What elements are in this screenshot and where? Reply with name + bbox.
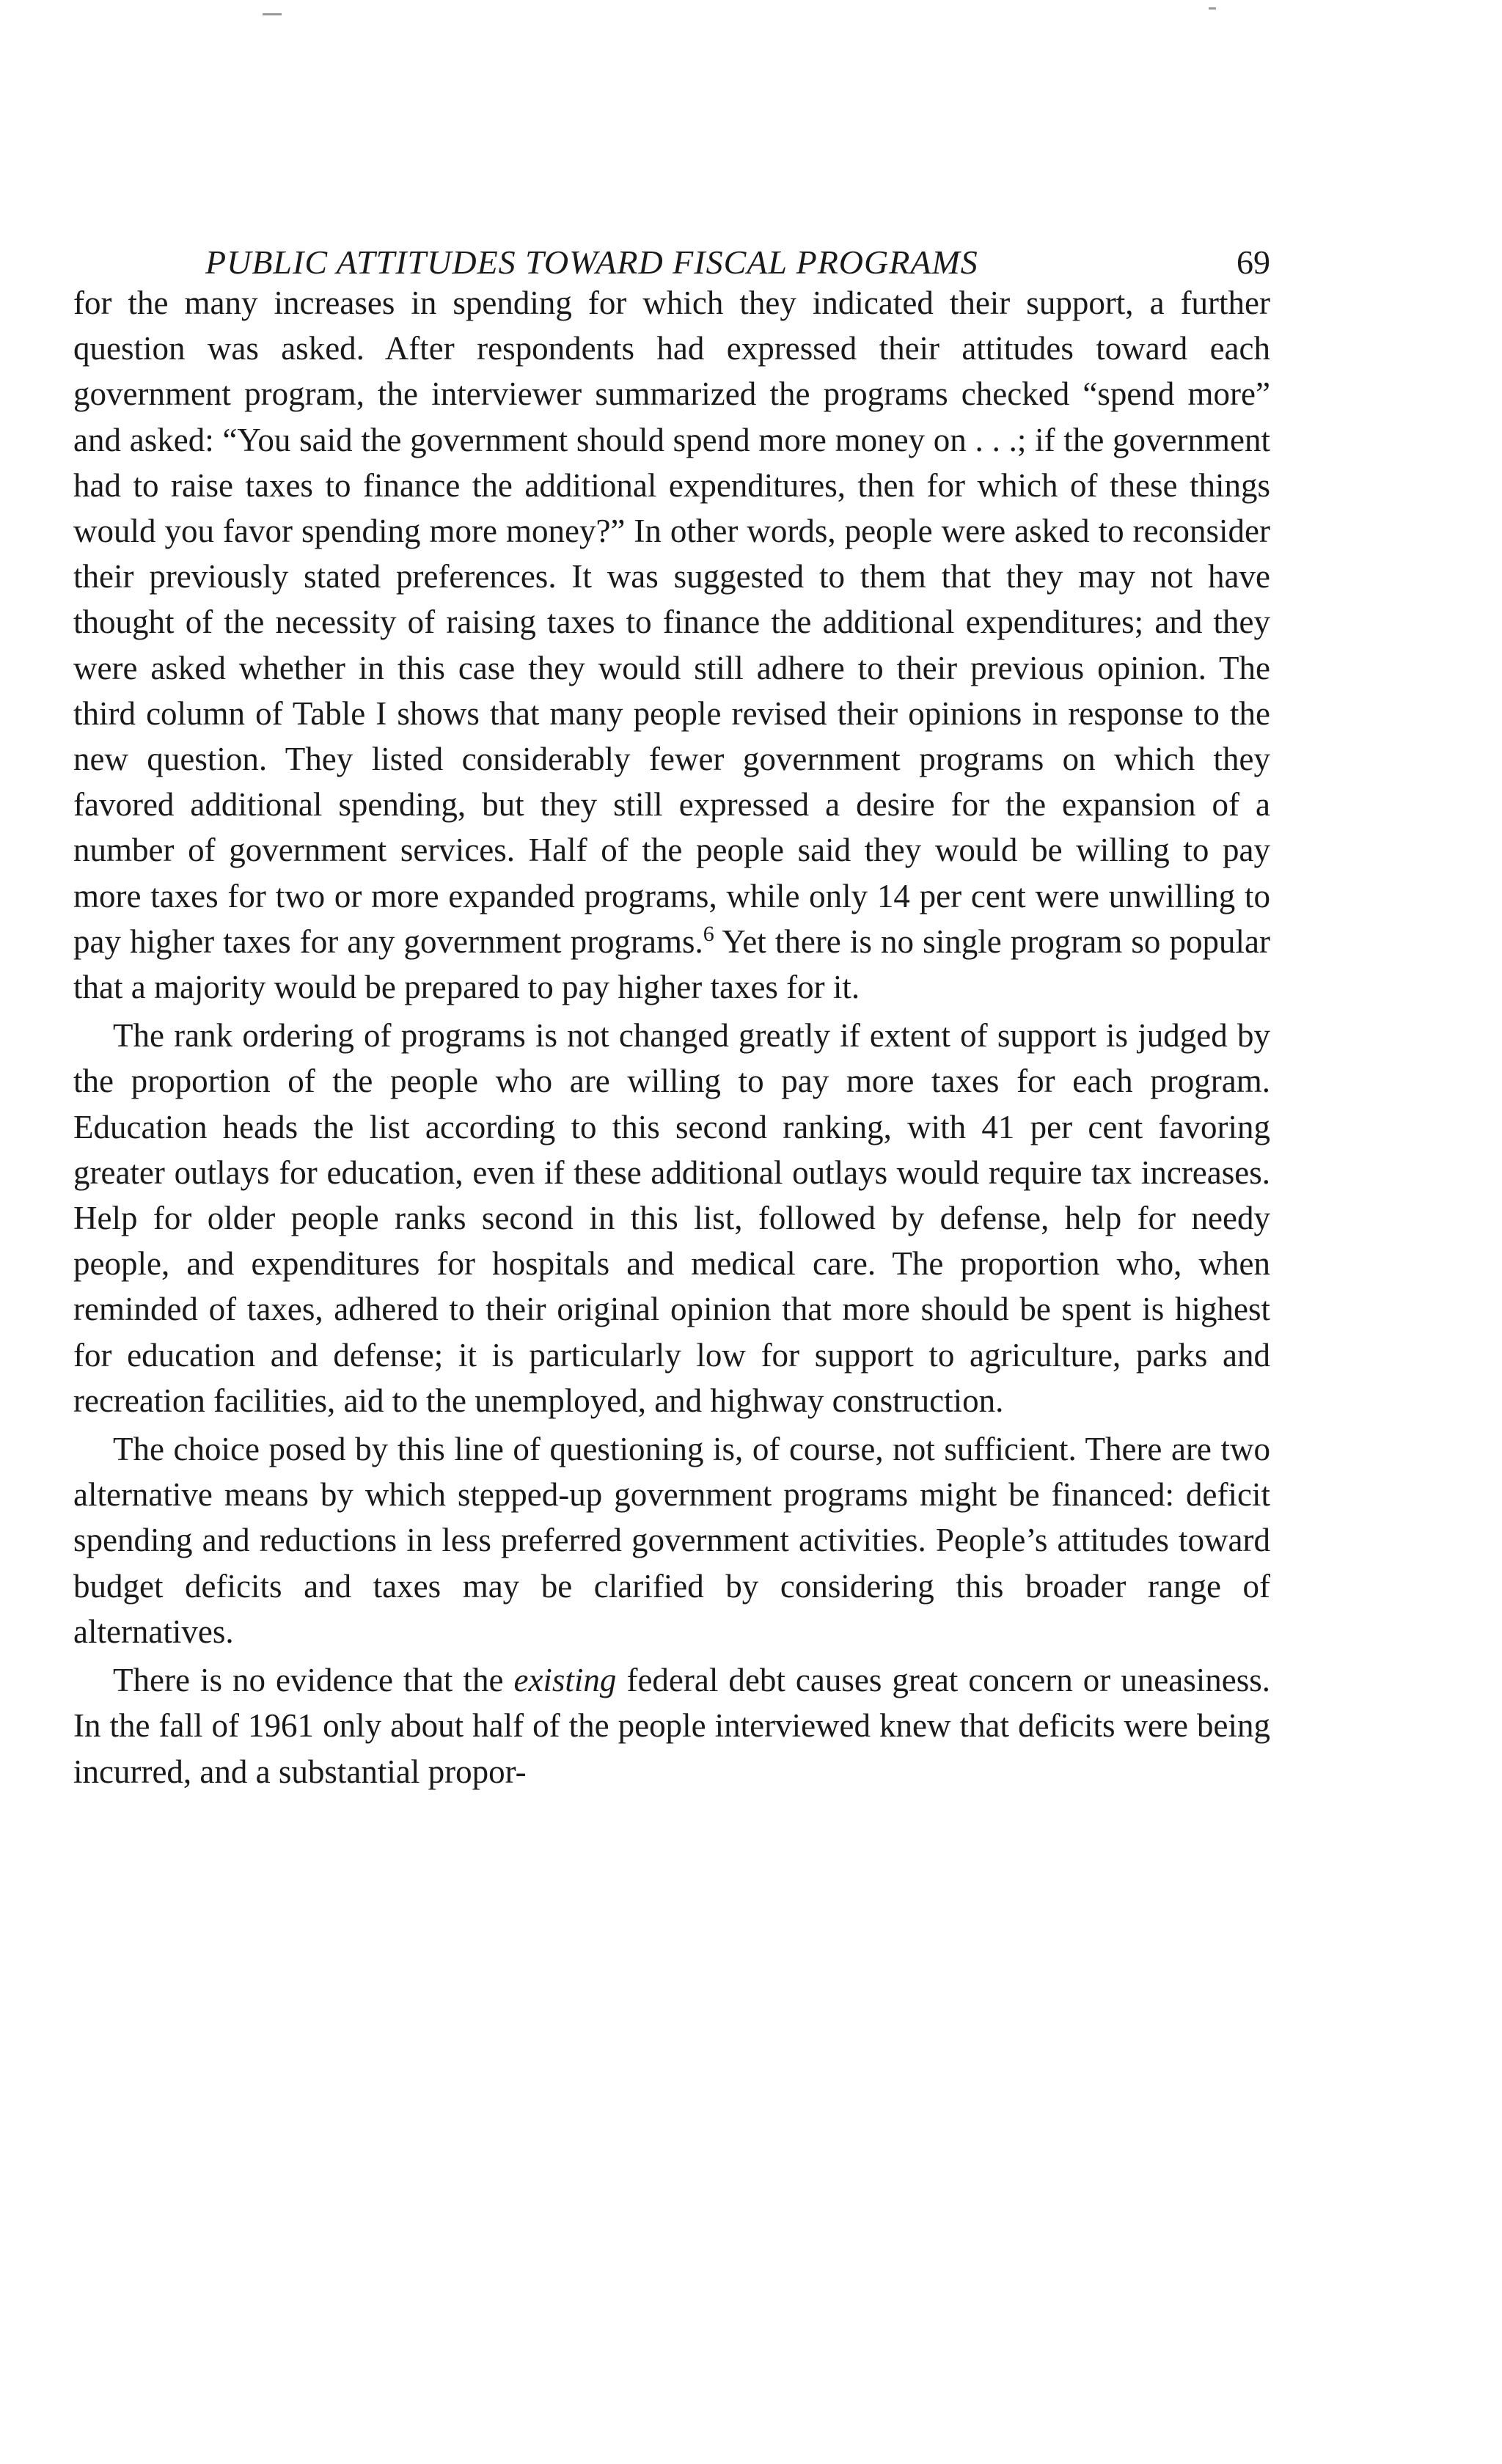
paragraph [73,1657,1270,1794]
emphasized-word: existing [513,1662,617,1699]
paragraph-text: Yet there is no single program so popular that a majority would be prepared to pay higher taxes for it. [73,923,1270,1006]
scan-speck [1209,7,1216,10]
paragraph [73,1013,1270,1423]
paragraph [73,1426,1270,1654]
paragraph-text: The rank ordering of programs is not changed greatly if extent of support is judged by the proportion of the people who are willing to pay more taxes for each program. Education heads the list according to this second ranking, with 41 per cent favoring greater outlays for education, even if these additional outlays would require tax increases. Help for older people ranks second in this list, followed by defense, help for needy people, and expenditures for hospitals and medical care. The proportion who, when reminded of taxes, adhered to their original opinion that more should be spent is highest for education and defense; it is particularly low for support to agriculture, parks and recreation facilities, aid to the unemployed, and highway construction. [73,1017,1270,1419]
page-number: 69 [1237,243,1270,281]
scan-speck [263,13,282,15]
paragraph-text: There is no evidence that the [113,1662,514,1699]
paragraph-text: for the many increases in spending for which they indicated their support, a further question was asked. After respondents had expressed their attitudes toward each government program, the interviewer summarized the programs checked “spend more” and asked: “You said the government should spend more money on . . .; if the government had to raise taxes to finance the additional expenditures, then for which of these things would you favor spending more money?” In other words, people were asked to reconsider their previously stated preferences. It was suggested to them that they may not have thought of the necessity of raising taxes to finance the additional expenditures; and they were asked whether in this case they would still adhere to their previous opinion. The third column of Table I shows that many people revised their opinions in response to the new question. They listed considerably fewer government programs on which they favored additional spending, but they still expressed a desire for the expansion of a number of government services. Half of the people said they would be willing to pay more taxes for two or more expanded programs, while only 14 per cent were unwilling to pay higher taxes for any government programs. [73,285,1270,960]
paragraph-text: The choice posed by this line of questioning is, of course, not sufficient. There are two alternative means by which stepped-up government programs might be financed: deficit spending and reductions in less preferred government activities. People’s attitudes toward budget deficits and taxes may be clarified by considering this broader range of alternatives. [73,1431,1270,1650]
footnote-marker: 6 [703,921,714,946]
paragraph-text: federal debt causes great concern or uneasiness. In the fall of 1961 only about half of the people interviewed knew that deficits were being incurred, and a substantial propor- [73,1662,1270,1790]
paragraph [73,280,1270,1010]
body-text [73,280,1270,1794]
running-head-title: PUBLIC ATTITUDES TOWARD FISCAL PROGRAMS [205,243,978,281]
